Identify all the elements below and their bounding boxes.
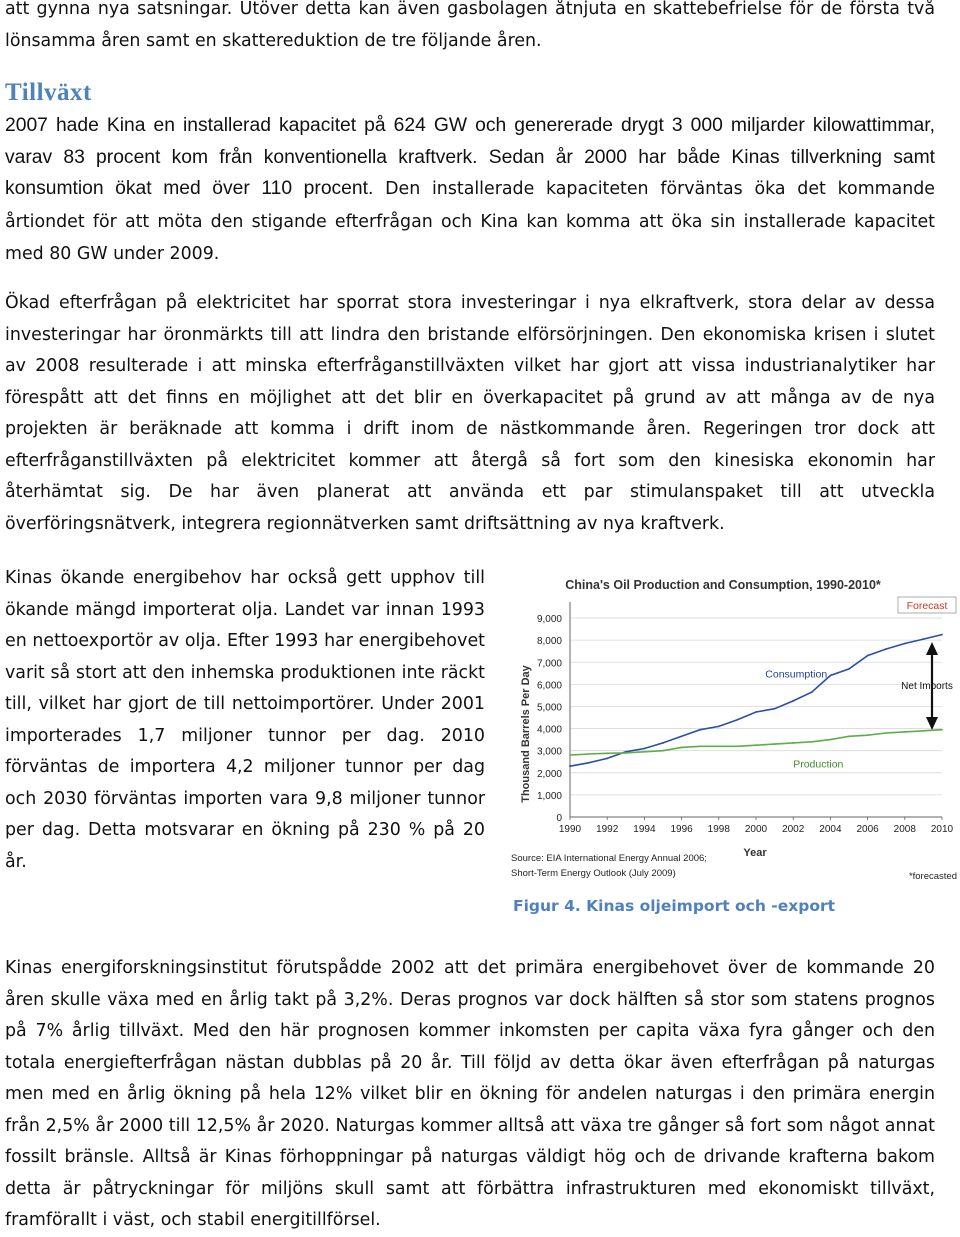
chart-source-line-1: Source: EIA International Energy Annual 2006; — [511, 853, 707, 864]
data-point-consumption — [662, 742, 664, 744]
x-tick-label: 2000 — [744, 824, 768, 835]
data-point-production — [681, 746, 683, 748]
data-point-production — [848, 735, 850, 737]
data-point-production — [923, 730, 925, 732]
data-point-production — [588, 753, 590, 755]
oil-paragraph: Kinas ökande energibehov har också gett upphov till ökande mängd importerat olja. Landet var innan 1993 en nettoexportör av olja. Efter 1993 har energibehovet varit så stort att den inhemska produktionen inte räckt till, vilket har gjort de till nettoimportörer. Under 2001 importerades 1,7 miljoner tunnor per dag. 2010 förväntas de importera 4,2 miljoner tunnor per dag och 2030 förväntas importen vara 9,8 miljoner tunnor per dag. Detta motsvarar en ökning på 230 % på 20 år. — [5, 568, 485, 872]
data-point-consumption — [755, 711, 757, 713]
data-point-consumption — [830, 675, 832, 677]
y-tick-label: 3,000 — [536, 746, 562, 758]
data-point-production — [569, 754, 571, 756]
data-point-production — [606, 752, 608, 754]
data-point-consumption — [941, 634, 943, 636]
y-tick-label: 2,000 — [536, 768, 562, 780]
growth-paragraph-1 — [5, 110, 935, 271]
data-point-consumption — [681, 735, 683, 737]
data-point-production — [811, 741, 813, 743]
chart-source-line-2: Short-Term Energy Outlook (July 2009) — [511, 868, 676, 879]
data-point-consumption — [718, 725, 720, 727]
section-heading-growth: Tillväxt — [5, 79, 92, 106]
chart-grid — [570, 602, 942, 817]
y-tick-label: 5,000 — [536, 702, 562, 714]
data-point-production — [774, 743, 776, 745]
intro-paragraph: att gynna nya satsningar. Utöver detta kan även gasbolagen åtnjuta en skattebefrielse för de första två lönsamma åren samt en skattereduktion de tre följande åren. — [5, 0, 935, 51]
y-tick-label: 8,000 — [536, 636, 562, 648]
y-tick-label: 6,000 — [536, 680, 562, 692]
x-tick-label: 1994 — [633, 824, 656, 835]
forecast-label: Forecast — [906, 600, 948, 612]
oil-chart-figure — [505, 567, 960, 887]
x-tick-label: 2004 — [819, 824, 842, 835]
data-point-consumption — [904, 643, 906, 645]
growth-paragraph-1-part-b: Den installerade kapaciteten förväntas öka det kommande årtiondet för att möta den stigande efterfrågan och Kina kan komma att öka sin installerade kapacitet med 80 GW under 2009. — [5, 179, 935, 264]
data-point-consumption — [848, 668, 850, 670]
x-tick-label: 2002 — [782, 824, 805, 835]
chart-series — [569, 634, 943, 771]
data-point-consumption — [811, 691, 813, 693]
data-point-consumption — [774, 708, 776, 710]
data-point-consumption — [792, 700, 794, 702]
series-label-production: Production — [793, 758, 844, 771]
data-point-production — [737, 745, 739, 747]
data-point-production — [885, 732, 887, 734]
data-point-consumption — [867, 655, 869, 657]
research-paragraph: Kinas energiforskningsinstitut förutspådde 2002 att det primära energibehovet över de kommande 20 åren skulle växa med en årlig takt på 3,2%. Deras prognos var dock hälften så stor som statens prognos på 7% årlig tillväxt. Med den här prognosen kommer inkomsten per capita växa fyra gånger och den totala energiefterfrågan nästan dubblas på 20 år. Till följd av detta ökar även efterfrågan på naturgas men med en årlig ökning på hela 12% vilket blir en ökning för andelen naturgas i den primära energin från 2,5% år 2000 till 12,5% år 2020. Naturgas kommer alltså att växa tre gånger så fort som något annat fossilt bränsle. Alltså är Kinas förhoppningar på naturgas väldigt hög och de drivande krafterna bakom detta är påtryckningar för miljöns skull samt att förbättra infrastrukturen med ekonomiskt tillväxt, framförallt i väst, och stabil energitillförsel. — [5, 958, 935, 1230]
growth-paragraph-1-part-a: 2007 hade Kina en installerad kapacitet på 624 GW och genererade drygt 3 000 miljarder kilowattimmar, varav 83 procent kom från konventionella kraftverk. Sedan år 2000 har både Kinas tillverkning samt konsumtion ökat med över 110 procent. — [5, 115, 935, 199]
x-tick-label: 1992 — [596, 824, 619, 835]
data-point-consumption — [588, 762, 590, 764]
growth-paragraph-2: Ökad efterfrågan på elektricitet har sporrat stora investeringar i nya elkraftverk, stora delar av dessa investeringar har öronmärkts till att lindra den bristande elförsörjningen. Den ekonomiska krisen i slutet av 2008 resulterade i att minska efterfråganstillväxten vilket har gjort att vissa industrianalytiker har förespått att det finns en möjlighet att det blir en överkapacitet på grund av att många av de nya projekten är beräknade att komma i drift inom de nästkommande åren. Regeringen tror dock att efterfråganstillväxten på elektricitet kommer att återgå så fort som den kinesiska ekonomin har återhämtat sig. De har även planerat att använda ett par stimulanspaket till att utveckla överföringsnätverk, integrera regionnätverken samt driftsättning av nya kraftverk. — [5, 293, 935, 534]
y-tick-label: 1,000 — [536, 790, 562, 802]
data-point-consumption — [644, 748, 646, 750]
y-axis-label: Thousand Barrels Per Day — [520, 665, 532, 803]
data-point-consumption — [923, 638, 925, 640]
x-axis-ticks — [559, 817, 954, 835]
x-axis-label: Year — [743, 847, 767, 859]
y-tick-label: 9,000 — [536, 614, 562, 626]
data-point-production — [644, 751, 646, 753]
net-imports-label: Net Imports — [901, 681, 953, 692]
x-tick-label: 2006 — [856, 824, 879, 835]
data-point-consumption — [606, 758, 608, 760]
data-point-consumption — [737, 719, 739, 721]
x-tick-label: 2010 — [930, 824, 954, 835]
data-point-production — [830, 739, 832, 741]
data-point-production — [699, 745, 701, 747]
data-point-production — [867, 734, 869, 736]
data-point-production — [662, 750, 664, 752]
data-point-production — [904, 731, 906, 733]
series-line-consumption — [570, 635, 942, 767]
x-tick-label: 1990 — [558, 824, 582, 835]
chart-title: China's Oil Production and Consumption, 1990-2010* — [565, 578, 881, 592]
x-tick-label: 1996 — [670, 824, 693, 835]
data-point-consumption — [885, 648, 887, 650]
x-tick-label: 1998 — [707, 824, 730, 835]
data-point-production — [625, 752, 627, 754]
y-axis-ticks — [537, 614, 562, 824]
y-tick-label: 0 — [556, 813, 562, 824]
data-point-consumption — [699, 729, 701, 731]
oil-chart — [505, 567, 960, 887]
y-tick-label: 4,000 — [536, 724, 562, 736]
y-tick-label: 7,000 — [536, 658, 562, 670]
data-point-production — [941, 729, 943, 731]
data-point-production — [792, 742, 794, 744]
data-point-production — [718, 745, 720, 747]
x-tick-label: 2008 — [893, 824, 916, 835]
data-point-production — [755, 744, 757, 746]
series-label-consumption: Consumption — [765, 668, 828, 681]
figure-caption: Figur 4. Kinas oljeimport och -export — [513, 897, 836, 915]
data-point-consumption — [569, 765, 571, 767]
chart-footnote: *forecasted — [908, 871, 957, 882]
